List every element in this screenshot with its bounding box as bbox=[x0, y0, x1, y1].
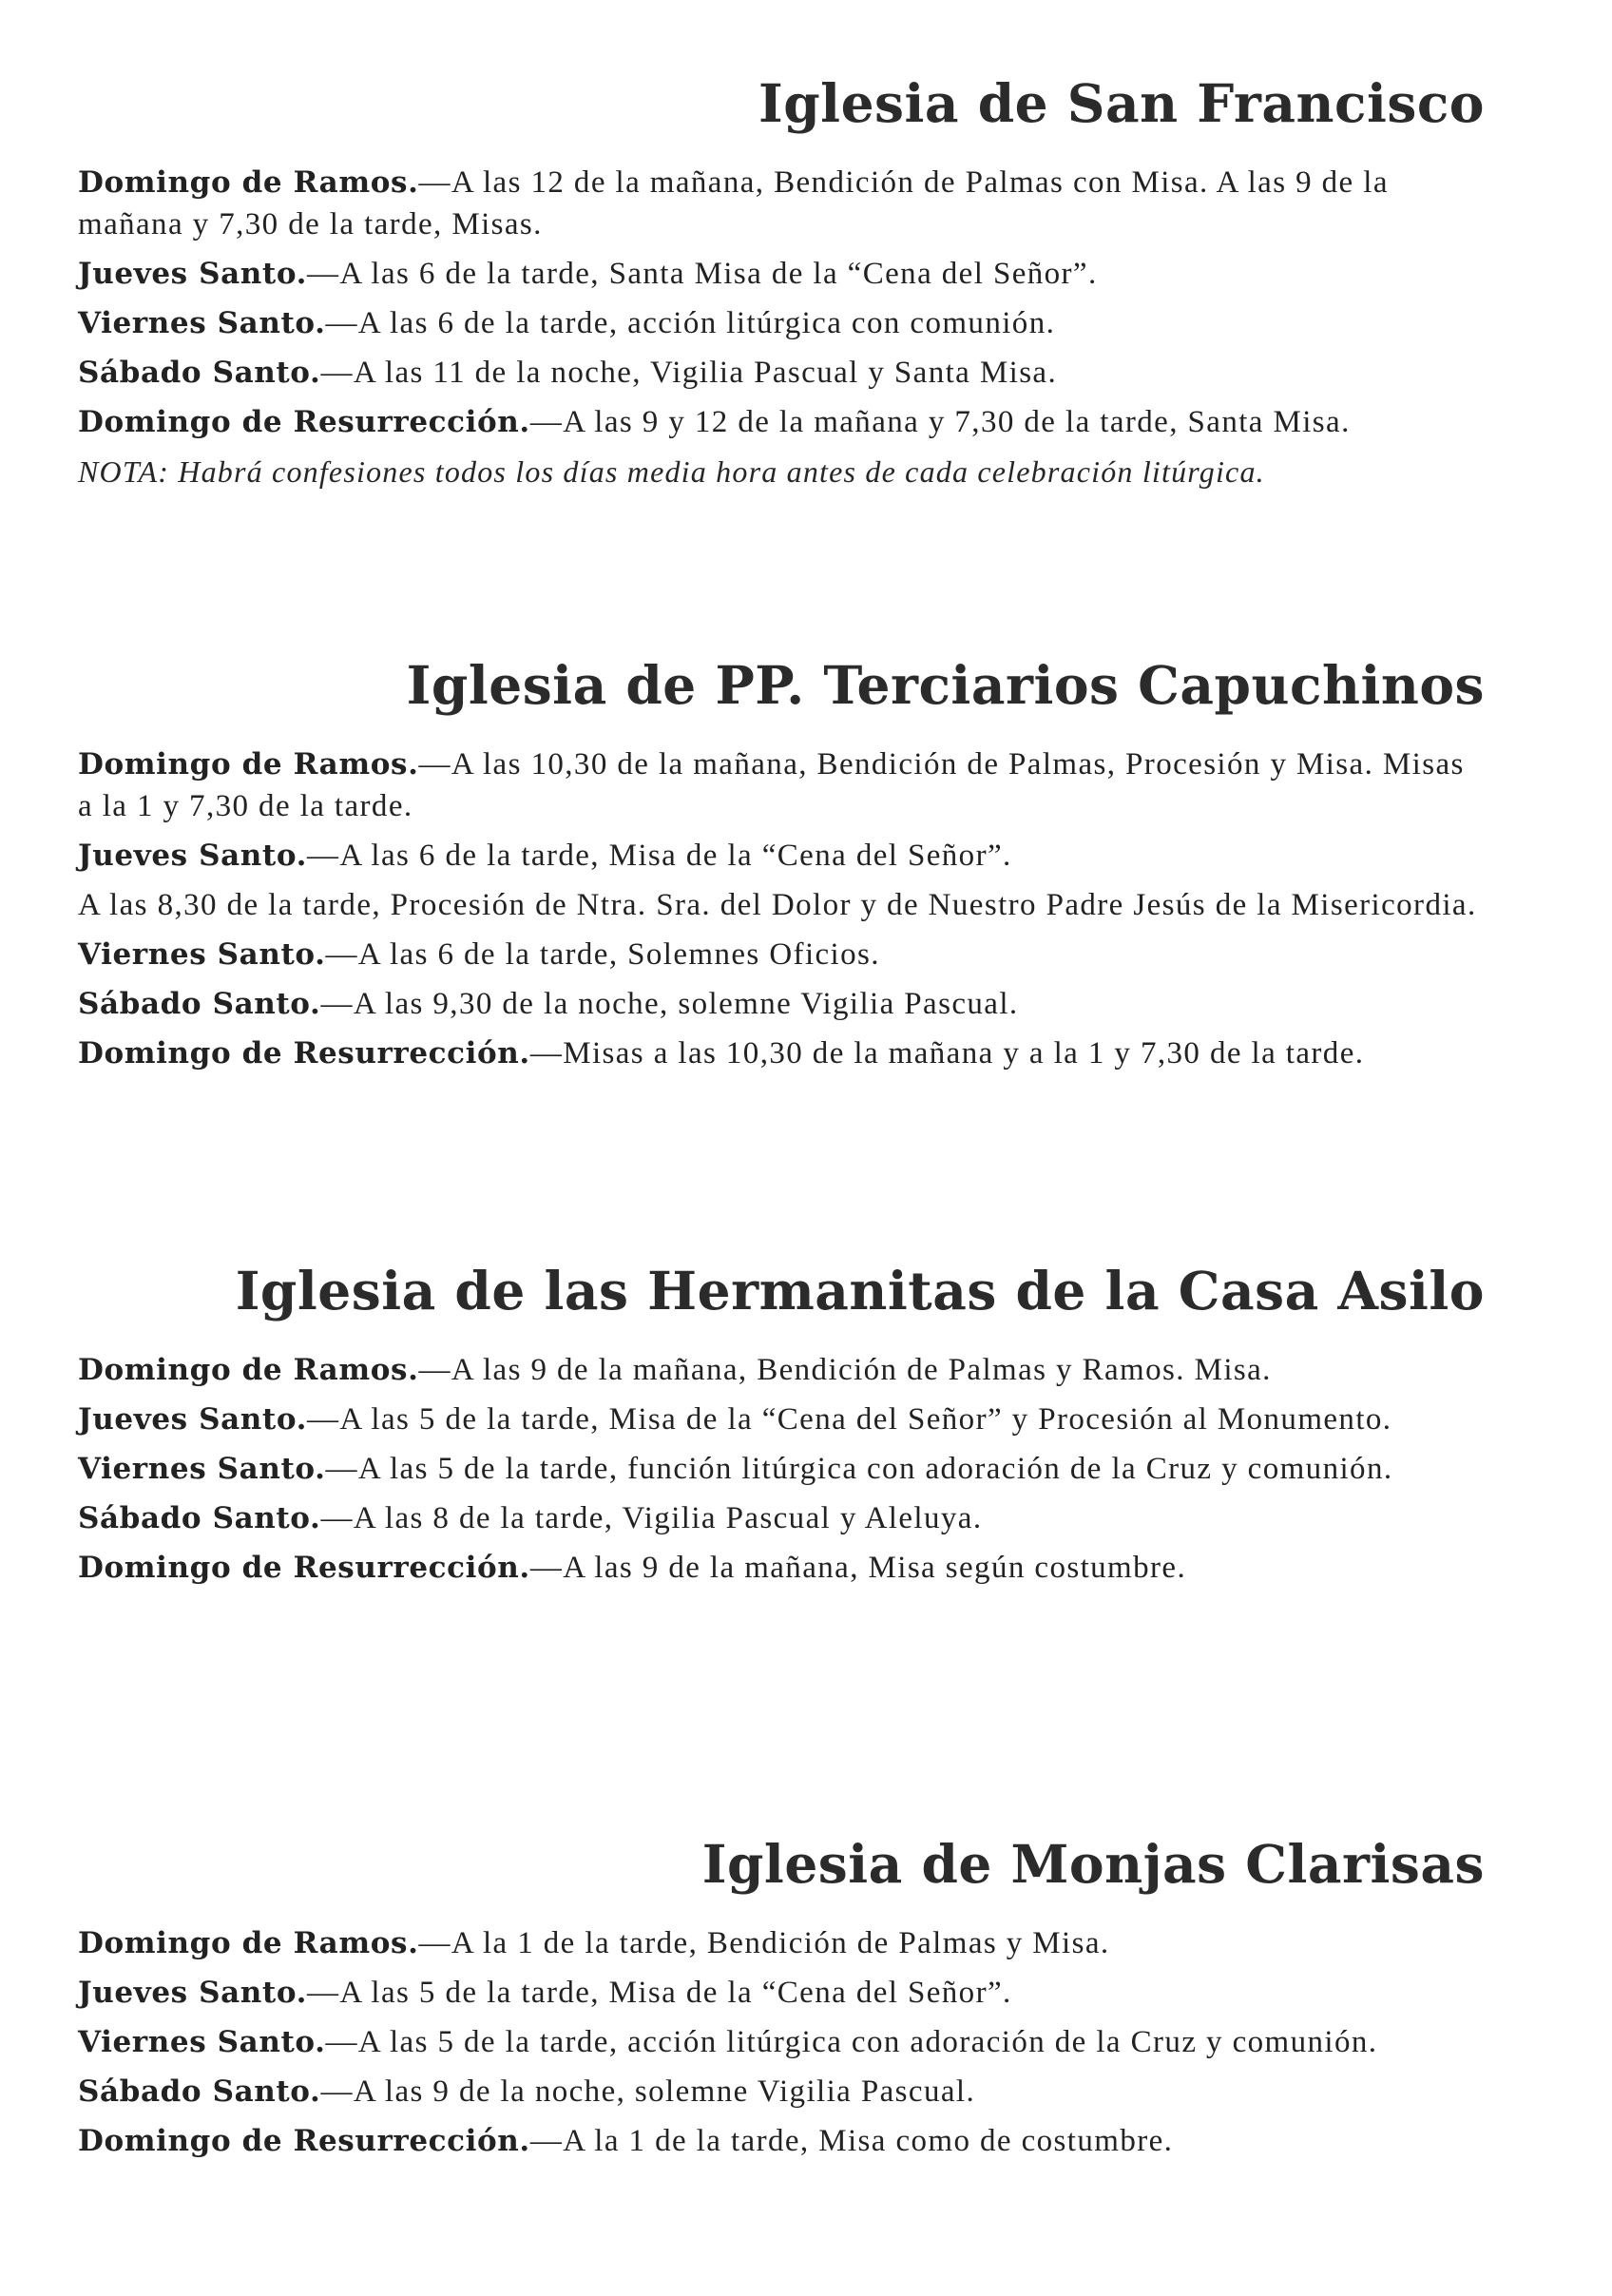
entry-label: Jueves Santo. bbox=[78, 257, 307, 291]
entry-text: —A las 6 de la tarde, Solemnes Oficios. bbox=[325, 937, 880, 972]
schedule-entry bbox=[78, 253, 1485, 295]
schedule-entry bbox=[78, 1547, 1485, 1589]
schedule-entry bbox=[78, 2021, 1485, 2063]
entry-label: Jueves Santo. bbox=[78, 1976, 307, 2010]
entry-text: —A las 6 de la tarde, Santa Misa de la “Cena del Señor”. bbox=[306, 257, 1098, 291]
entry-label: Viernes Santo. bbox=[78, 937, 326, 972]
section-hermanitas-casa-asilo bbox=[78, 1260, 1485, 1596]
entry-label: Sábado Santo. bbox=[78, 1501, 321, 1535]
entry-label: Viernes Santo. bbox=[78, 2025, 326, 2059]
section-san-francisco bbox=[78, 72, 1485, 492]
entry-label: Jueves Santo. bbox=[78, 839, 307, 873]
entry-label: Domingo de Resurrección. bbox=[78, 2124, 530, 2158]
entry-label: Domingo de Ramos. bbox=[78, 747, 419, 781]
entry-text: —A las 5 de la tarde, acción litúrgica con adoración de la Cruz y comunión. bbox=[325, 2025, 1378, 2059]
entry-label: Domingo de Ramos. bbox=[78, 1353, 419, 1387]
entry-text: —A las 9 de la noche, solemne Vigilia Pascual. bbox=[320, 2074, 976, 2109]
schedule-entry bbox=[78, 302, 1485, 344]
schedule-entry bbox=[78, 743, 1485, 827]
entry-label: Domingo de Resurrección. bbox=[78, 405, 530, 439]
confession-note: NOTA: Habrá confesiones todos los días media hora antes de cada celebración litúrgica. bbox=[78, 454, 1265, 489]
schedule-entry bbox=[78, 162, 1485, 245]
section-title: Iglesia de San Francisco bbox=[758, 72, 1485, 134]
schedule-entry bbox=[78, 1032, 1485, 1074]
entry-label: Domingo de Resurrección. bbox=[78, 1036, 530, 1071]
section-title: Iglesia de las Hermanitas de la Casa Asilo bbox=[235, 1260, 1485, 1322]
entry-label: Viernes Santo. bbox=[78, 1452, 326, 1486]
entry-text: A las 8,30 de la tarde, Procesión de Ntra. Sra. del Dolor y de Nuestro Padre Jesús de la Misericordia. bbox=[78, 888, 1477, 922]
schedule-entry bbox=[78, 934, 1485, 975]
entry-text: —A las 9 de la mañana, Misa según costumbre. bbox=[529, 1551, 1187, 1585]
entry-text: —A las 9 de la mañana, Bendición de Palmas y Ramos. Misa. bbox=[418, 1353, 1272, 1387]
entry-text: —A las 12 de la mañana, Bendición de Palmas con Misa. A las 9 de la mañana y 7,30 de la tarde, Misas. bbox=[78, 165, 1389, 241]
schedule-entry bbox=[78, 2120, 1485, 2162]
entry-text: —A las 8 de la tarde, Vigilia Pascual y Aleluya. bbox=[320, 1501, 983, 1535]
section-monjas-clarisas bbox=[78, 1833, 1485, 2170]
schedule-entry bbox=[78, 2071, 1485, 2113]
schedule-entry bbox=[78, 352, 1485, 394]
entry-text: —A la 1 de la tarde, Bendición de Palmas y Misa. bbox=[418, 1926, 1110, 1960]
schedule-entry bbox=[78, 884, 1485, 926]
entry-text: —A las 5 de la tarde, Misa de la “Cena del Señor”. bbox=[306, 1976, 1012, 2010]
entry-text: —A las 9,30 de la noche, solemne Vigilia Pascual. bbox=[320, 987, 1019, 1021]
entry-text: —A las 5 de la tarde, función litúrgica con adoración de la Cruz y comunión. bbox=[325, 1452, 1393, 1486]
entry-text: —A la 1 de la tarde, Misa como de costumbre. bbox=[529, 2124, 1174, 2158]
schedule-entry bbox=[78, 1972, 1485, 2014]
entry-label: Sábado Santo. bbox=[78, 356, 321, 390]
schedule-entry bbox=[78, 1349, 1485, 1391]
schedule-entry bbox=[78, 1922, 1485, 1964]
entry-label: Sábado Santo. bbox=[78, 987, 321, 1021]
schedule-entry bbox=[78, 401, 1485, 443]
entry-text: —A las 6 de la tarde, Misa de la “Cena del Señor”. bbox=[306, 839, 1012, 873]
entry-label: Domingo de Ramos. bbox=[78, 1926, 419, 1960]
schedule-entry bbox=[78, 1448, 1485, 1490]
schedule-entry bbox=[78, 1399, 1485, 1440]
entry-text: —A las 10,30 de la mañana, Bendición de Palmas, Procesión y Misa. Misas a la 1 y 7,30 de la tarde. bbox=[78, 747, 1465, 823]
entry-label: Domingo de Resurrección. bbox=[78, 1551, 530, 1585]
entry-label: Jueves Santo. bbox=[78, 1402, 307, 1437]
entry-text: —A las 11 de la noche, Vigilia Pascual y Santa Misa. bbox=[320, 356, 1058, 390]
entry-text: —A las 5 de la tarde, Misa de la “Cena del Señor” y Procesión al Monumento. bbox=[306, 1402, 1392, 1437]
entry-text: —A las 6 de la tarde, acción litúrgica con comunión. bbox=[325, 306, 1056, 340]
entry-text: —Misas a las 10,30 de la mañana y a la 1 y 7,30 de la tarde. bbox=[529, 1036, 1365, 1071]
entry-label: Domingo de Ramos. bbox=[78, 165, 419, 200]
entry-text: —A las 9 y 12 de la mañana y 7,30 de la tarde, Santa Misa. bbox=[529, 405, 1351, 439]
schedule-entry bbox=[78, 1497, 1485, 1539]
section-title: Iglesia de Monjas Clarisas bbox=[701, 1833, 1485, 1895]
section-terciarios-capuchinos bbox=[78, 654, 1485, 1082]
entry-label: Viernes Santo. bbox=[78, 306, 326, 340]
schedule-entry bbox=[78, 835, 1485, 877]
entry-label: Sábado Santo. bbox=[78, 2074, 321, 2109]
schedule-entry bbox=[78, 983, 1485, 1025]
section-title: Iglesia de PP. Terciarios Capuchinos bbox=[406, 654, 1485, 716]
